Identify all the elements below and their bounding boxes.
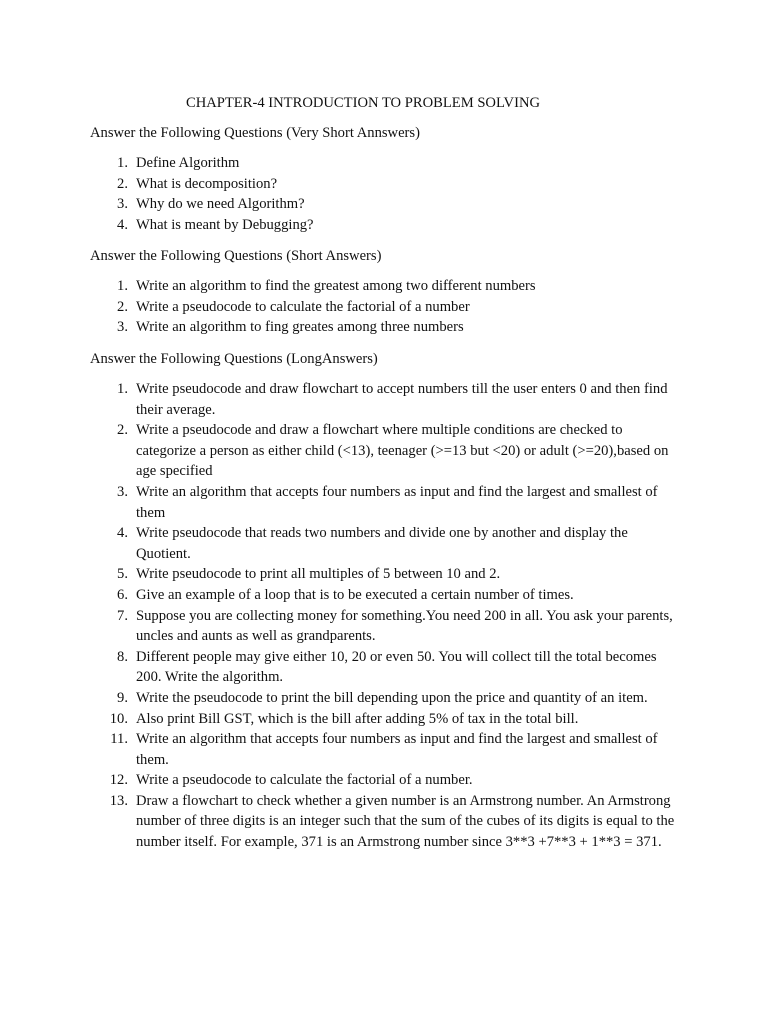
- list-item: [0, 379, 681, 420]
- question-text: Write an algorithm to find the greatest among two different numbers: [136, 278, 536, 294]
- question-text: Write the pseudocode to print the bill depending upon the price and quantity of an item.: [136, 689, 648, 706]
- question-text: Draw a flowchart to check whether a given number is an Armstrong number. An Armstrong number of three digits is an integer such that the sum of the cubes of its digits is equal to the number itself. For example, 371 is an Armstrong number since 3**3 +7**3 + 1**3 = 371.: [136, 792, 675, 851]
- section-heading-very-short: Answer the Following Questions (Very Short Annswers): [90, 125, 420, 141]
- question-number: 11.: [110, 731, 128, 748]
- question-number: 1.: [117, 155, 128, 171]
- list-item: [0, 194, 681, 215]
- list-item: [0, 647, 681, 688]
- question-text: Write a pseudocode to calculate the factorial of a number: [136, 298, 470, 315]
- question-number: 13.: [109, 792, 128, 809]
- question-number: 4.: [117, 525, 128, 542]
- section-heading-long: Answer the Following Questions (LongAnswers): [90, 351, 378, 367]
- list-item: [0, 153, 681, 174]
- page-title: CHAPTER-4 INTRODUCTION TO PROBLEM SOLVING: [185, 95, 541, 111]
- question-number: 2.: [117, 422, 128, 439]
- question-text: Write a pseudocode to calculate the factorial of a number.: [136, 772, 473, 789]
- question-list-very-short: [0, 153, 768, 235]
- question-text: Write pseudocode and draw flowchart to accept numbers till the user enters 0 and then find their average.: [136, 381, 668, 418]
- question-number: 3.: [117, 196, 128, 213]
- question-number: 3.: [117, 319, 128, 336]
- section-heading-short: Answer the Following Questions (Short Answers): [90, 248, 382, 264]
- question-number: 1.: [117, 278, 128, 294]
- question-text: Different people may give either 10, 20 or even 50. You will collect till the total becomes 200. Write the algorithm.: [136, 648, 657, 686]
- question-number: 4.: [117, 216, 128, 233]
- list-item: [0, 523, 681, 564]
- list-item: [0, 688, 681, 709]
- list-item: [0, 791, 681, 853]
- question-text: Write pseudocode to print all multiples of 5 between 10 and 2.: [136, 566, 501, 583]
- question-number: 9.: [117, 689, 128, 706]
- list-item: [0, 564, 681, 585]
- list-item: [0, 420, 681, 482]
- question-number: 1.: [117, 381, 128, 397]
- question-number: 7.: [117, 607, 128, 624]
- question-text: Suppose you are collecting money for something.You need 200 in all. You ask your parents, uncles and aunts as well as grandparents.: [136, 607, 673, 645]
- question-number: 3.: [117, 483, 128, 500]
- list-item: [0, 297, 681, 318]
- list-item: [0, 606, 681, 647]
- question-text: Also print Bill GST, which is the bill after adding 5% of tax in the total bill.: [136, 710, 579, 727]
- question-number: 6.: [117, 586, 128, 603]
- list-item: [0, 709, 681, 730]
- question-text: What is meant by Debugging?: [136, 216, 314, 233]
- question-text: Write pseudocode that reads two numbers and divide one by another and display the Quotient.: [136, 525, 628, 562]
- question-text: Write an algorithm that accepts four numbers as input and find the largest and smallest of them.: [136, 731, 658, 768]
- question-number: 12.: [109, 772, 128, 789]
- question-text: What is decomposition?: [136, 175, 278, 192]
- question-text: Write a pseudocode and draw a flowchart where multiple conditions are checked to categorize a person as either child (<13), teenager (>=13 but <20) or adult (>=20),based on age specified: [136, 422, 669, 480]
- list-item: [0, 215, 681, 236]
- question-text: Give an example of a loop that is to be executed a certain number of times.: [136, 586, 574, 603]
- list-item: [0, 585, 681, 606]
- question-list-short: [0, 276, 768, 338]
- question-text: Why do we need Algorithm?: [136, 196, 305, 213]
- question-list-long: [0, 379, 768, 853]
- list-item: [0, 317, 681, 338]
- list-item: [0, 729, 681, 770]
- question-text: Write an algorithm that accepts four numbers as input and find the largest and smallest of them: [136, 483, 658, 521]
- list-item: [0, 482, 681, 523]
- question-number: 8.: [117, 648, 128, 665]
- question-text: Write an algorithm to fing greates among three numbers: [136, 319, 464, 336]
- question-number: 2.: [117, 298, 128, 315]
- question-number: 2.: [117, 175, 128, 192]
- question-number: 5.: [117, 566, 128, 583]
- question-number: 10.: [109, 710, 128, 727]
- question-text: Define Algorithm: [136, 155, 240, 171]
- list-item: [0, 770, 681, 791]
- list-item: [0, 276, 681, 297]
- list-item: [0, 174, 681, 195]
